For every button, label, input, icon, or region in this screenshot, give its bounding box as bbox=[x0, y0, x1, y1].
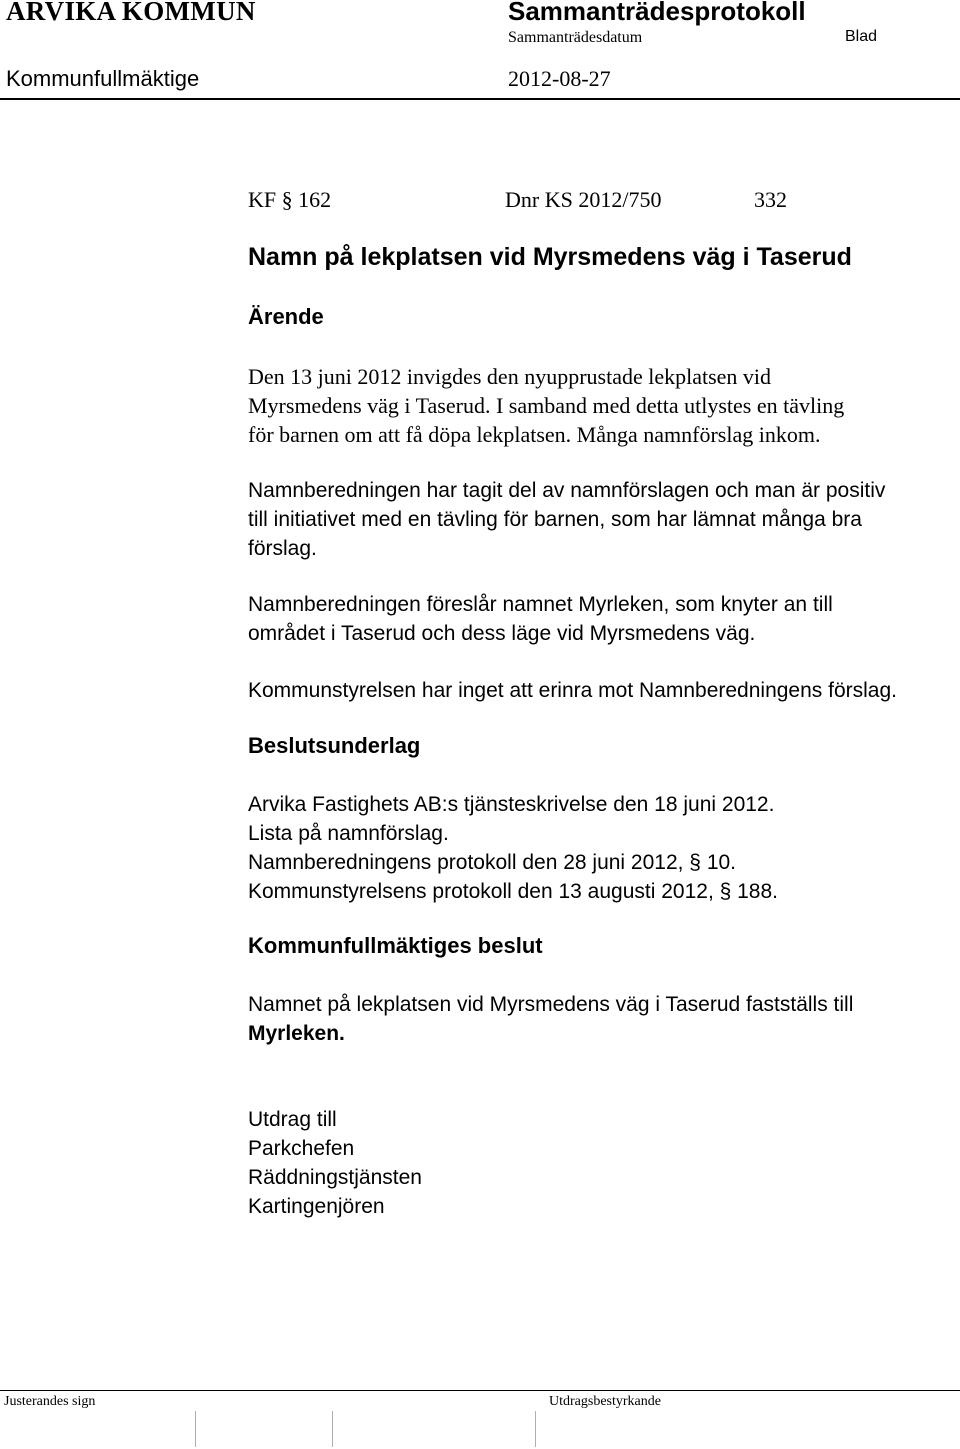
list-item: Kartingenjören bbox=[248, 1195, 385, 1218]
list-item: Namnberedningens protokoll den 28 juni 2012, § 10. bbox=[248, 851, 737, 874]
beslutsunderlag-heading: Beslutsunderlag bbox=[248, 733, 421, 758]
list-item: Arvika Fastighets AB:s tjänsteskrivelse den 18 juni 2012. bbox=[248, 793, 775, 816]
organization-name: ARVIKA KOMMUN bbox=[6, 0, 256, 26]
beslut-heading: Kommunfullmäktiges beslut bbox=[248, 933, 543, 958]
arende-heading: Ärende bbox=[248, 304, 324, 329]
protocol-page-number: 332 bbox=[754, 187, 787, 212]
header-divider bbox=[0, 98, 960, 100]
arende-paragraph-2 bbox=[248, 476, 885, 563]
signature-box-divider bbox=[535, 1411, 536, 1447]
beslutsunderlag-list bbox=[248, 790, 778, 906]
list-item: Kommunstyrelsens protokoll den 13 augusti 2012, § 188. bbox=[248, 880, 778, 903]
text-line: Myrsmedens väg i Taserud. I samband med detta utlystes en tävling bbox=[248, 393, 845, 418]
arende-paragraph-4: Kommunstyrelsen har inget att erinra mot Namnberedningens förslag. bbox=[248, 679, 897, 702]
paragraph-number: KF § 162 bbox=[248, 187, 332, 212]
meeting-date-label: Sammanträdesdatum bbox=[508, 29, 643, 46]
text-line: för barnen om att få döpa lekplatsen. Många namnförslag inkom. bbox=[248, 422, 821, 447]
signature-box-divider bbox=[195, 1411, 196, 1447]
text-line: Namnet på lekplatsen vid Myrsmedens väg i Taserud fastställs till bbox=[248, 993, 854, 1016]
beslut-text bbox=[248, 990, 853, 1048]
text-line: förslag. bbox=[248, 537, 317, 560]
case-dnr: Dnr KS 2012/750 bbox=[505, 187, 662, 212]
arende-paragraph-3 bbox=[248, 590, 833, 648]
list-item: Parkchefen bbox=[248, 1137, 355, 1160]
case-title: Namn på lekplatsen vid Myrsmedens väg i Taserud bbox=[248, 243, 852, 271]
text-line: Namnberedningen har tagit del av namnförslagen och man är positiv bbox=[248, 479, 886, 502]
signature-label: Justerandes sign bbox=[4, 1394, 96, 1409]
list-item: Lista på namnförslag. bbox=[248, 822, 449, 845]
document-title: Sammanträdesprotokoll bbox=[508, 0, 806, 26]
utdrag-heading: Utdrag till bbox=[248, 1108, 337, 1131]
text-line: området i Taserud och dess läge vid Myrsmedens väg. bbox=[248, 622, 756, 645]
assembly-name: Kommunfullmäktige bbox=[6, 66, 200, 91]
footer-divider bbox=[0, 1390, 960, 1391]
page-label: Blad bbox=[845, 28, 878, 45]
list-item: Räddningstjänsten bbox=[248, 1166, 422, 1189]
utdrag-list bbox=[248, 1105, 422, 1221]
signature-box-divider bbox=[332, 1411, 333, 1447]
meeting-date: 2012-08-27 bbox=[508, 66, 611, 91]
decided-name: Myrleken. bbox=[248, 1022, 345, 1045]
certification-label: Utdragsbestyrkande bbox=[549, 1394, 661, 1409]
text-line: Namnberedningen föreslår namnet Myrleken, som knyter an till bbox=[248, 593, 833, 616]
text-line: till initiativet med en tävling för barnen, som har lämnat många bra bbox=[248, 508, 862, 531]
arende-paragraph-1 bbox=[248, 362, 844, 449]
text-line: Den 13 juni 2012 invigdes den nyupprustade lekplatsen vid bbox=[248, 364, 772, 389]
